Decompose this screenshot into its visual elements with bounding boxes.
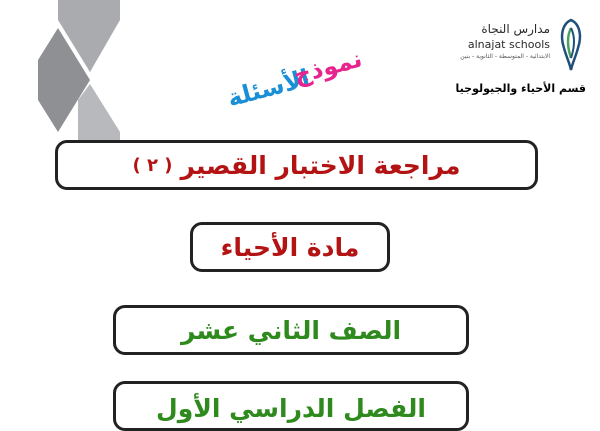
grade-text: الصف الثاني عشر bbox=[180, 315, 402, 345]
term-box bbox=[113, 381, 469, 431]
logo-name-arabic: مدارس النجاة bbox=[481, 22, 550, 36]
title-text: مراجعة الاختبار القصير bbox=[180, 150, 461, 180]
stamp-text-blue: الأسئلة bbox=[224, 63, 313, 113]
stamp-text-pink: نموذج bbox=[290, 44, 366, 90]
term-text: الفصل الدراسي الأول bbox=[156, 394, 426, 423]
title-box bbox=[55, 140, 538, 190]
grade-box bbox=[113, 305, 469, 355]
logo-name-english: alnajat schools bbox=[467, 38, 550, 51]
school-logo bbox=[411, 16, 586, 96]
department-label: قسم الأحياء والجيولوجيا bbox=[455, 82, 586, 95]
title-number: ( ٢ ) bbox=[132, 154, 173, 176]
subject-text: مادة الأحياء bbox=[220, 232, 360, 262]
logo-subtitle: الابتدائية - المتوسطة - الثانوية - بنين bbox=[460, 53, 550, 60]
decorative-chevrons bbox=[38, 0, 148, 150]
subject-box bbox=[190, 222, 390, 272]
school-emblem-icon bbox=[556, 18, 586, 72]
